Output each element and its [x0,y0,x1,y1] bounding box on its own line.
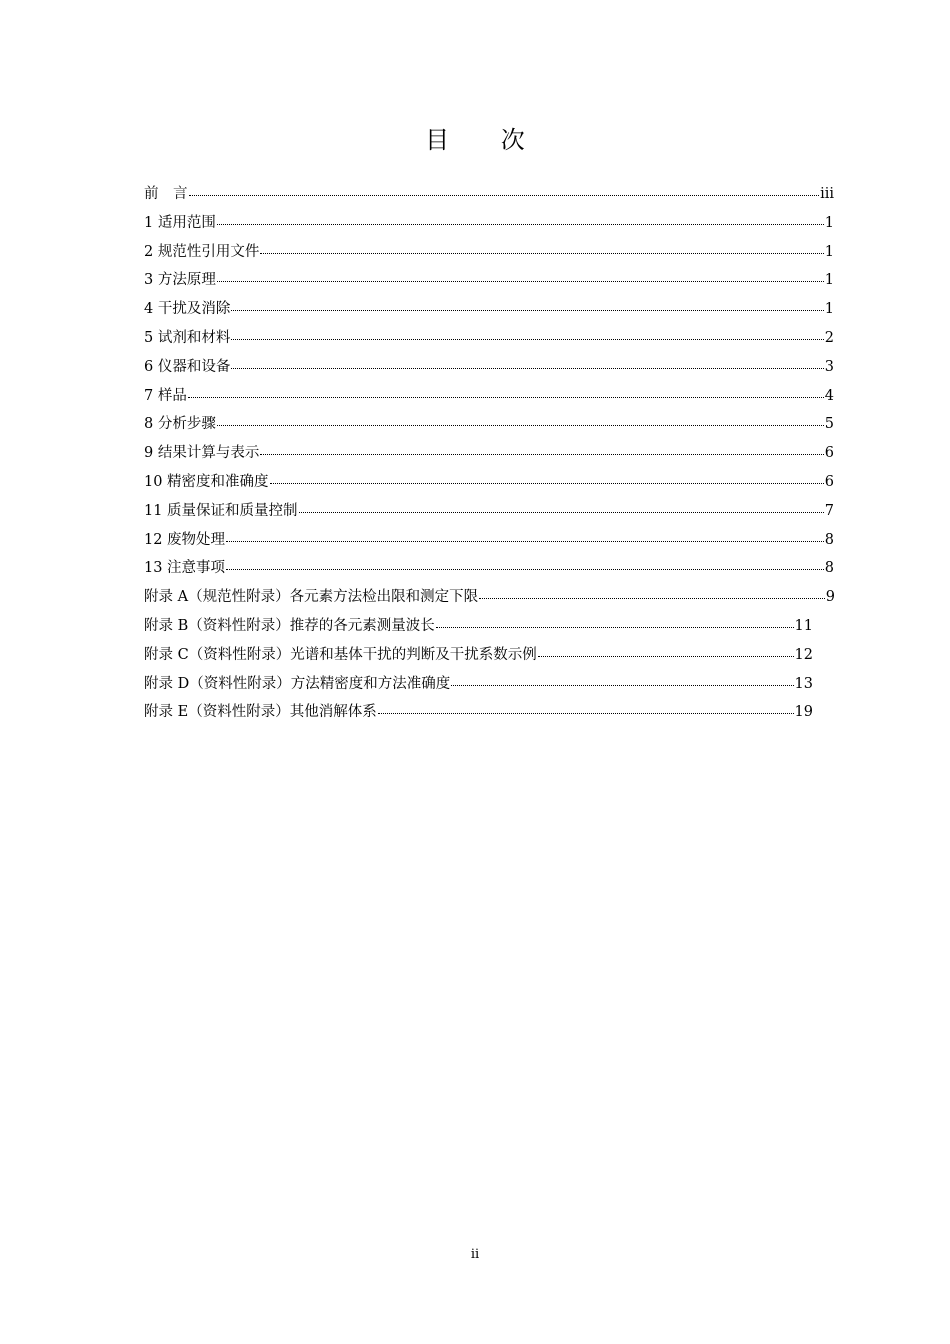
toc-entry-page: 1 [824,272,834,289]
toc-leader-dots [189,184,820,199]
toc-entry-page: 8 [824,560,834,577]
toc-leader-dots [260,241,823,256]
toc-entry-page: 9 [825,589,835,606]
toc-entry-label: 7 样品 [144,387,187,404]
toc-entry-label: 附录 B（资料性附录）推荐的各元素测量波长 [144,617,435,634]
toc-entry-label: 10 精密度和准确度 [144,473,269,490]
toc-entry-label: 5 试剂和材料 [144,329,231,346]
toc-leader-dots [299,500,824,515]
toc-entry-page: 6 [824,445,834,462]
toc-entry-page: 11 [794,617,813,634]
toc-entry-11[interactable] [144,497,834,526]
toc-entry-appendix-e[interactable] [144,698,813,727]
toc-leader-dots [231,327,823,342]
toc-entry-label: 13 注意事项 [144,560,226,577]
toc-entry-page: 4 [824,387,834,404]
toc-leader-dots [217,270,824,285]
toc-entry-page: 12 [794,646,813,663]
toc-leader-dots [538,644,794,659]
toc-entry-2[interactable] [144,238,834,267]
toc-entry-page: 1 [824,243,834,260]
toc-entry-13[interactable] [144,554,834,583]
toc-leader-dots [260,443,823,458]
toc-leader-dots [378,702,794,717]
toc-entry-6[interactable] [144,353,834,382]
toc-leader-dots [217,212,824,227]
table-of-contents [144,180,834,727]
toc-entry-page: 2 [824,329,834,346]
toc-entry-label: 前 言 [144,186,188,202]
toc-entry-appendix-d[interactable] [144,670,813,699]
page-number: ii [470,1247,480,1262]
toc-leader-dots [226,529,824,544]
toc-leader-dots [217,414,824,429]
toc-entry-page: 7 [824,502,834,519]
toc-entry-page: 13 [794,675,813,692]
toc-entry-page: 19 [794,704,813,721]
toc-entry-appendix-c[interactable] [144,641,813,670]
toc-leader-dots [231,299,823,314]
toc-entry-1[interactable] [144,209,834,238]
toc-entry-label: 9 结果计算与表示 [144,445,260,462]
toc-leader-dots [479,587,825,602]
toc-entry-label: 1 适用范围 [144,214,216,231]
toc-entry-label: 4 干扰及消除 [144,301,231,318]
toc-leader-dots [231,356,823,371]
toc-entry-3[interactable] [144,266,834,295]
toc-entry-page: iii [820,186,834,202]
toc-entry-page: 1 [824,214,834,231]
toc-leader-dots [188,385,824,400]
toc-entry-5[interactable] [144,324,834,353]
toc-entry-label: 附录 A（规范性附录）各元素方法检出限和测定下限 [144,589,479,606]
toc-entry-page: 3 [824,358,834,375]
toc-entry-appendix-b[interactable] [144,612,813,641]
toc-entry-12[interactable] [144,526,834,555]
toc-entry-label: 3 方法原理 [144,272,216,289]
toc-entry-foreword[interactable] [144,180,834,209]
toc-entry-4[interactable] [144,295,834,324]
toc-entry-10[interactable] [144,468,834,497]
toc-entry-label: 8 分析步骤 [144,416,216,433]
toc-entry-label: 12 废物处理 [144,531,226,548]
toc-entry-label: 2 规范性引用文件 [144,243,260,260]
toc-entry-label: 附录 D（资料性附录）方法精密度和方法准确度 [144,675,451,692]
toc-entry-label: 附录 C（资料性附录）光谱和基体干扰的判断及干扰系数示例 [144,646,537,663]
toc-entry-label: 11 质量保证和质量控制 [144,502,298,519]
toc-entry-page: 1 [824,301,834,318]
toc-entry-7[interactable] [144,382,834,411]
toc-leader-dots [226,558,824,573]
toc-leader-dots [436,615,794,630]
toc-entry-page: 8 [824,531,834,548]
toc-leader-dots [451,673,793,688]
toc-entry-page: 5 [824,416,834,433]
toc-entry-label: 6 仪器和设备 [144,358,231,375]
toc-leader-dots [270,471,824,486]
toc-entry-appendix-a[interactable] [144,583,835,612]
toc-entry-9[interactable] [144,439,834,468]
page-title: 目 次 [425,126,547,154]
toc-entry-8[interactable] [144,410,834,439]
toc-entry-page: 6 [824,473,834,490]
toc-entry-label: 附录 E（资料性附录）其他消解体系 [144,704,377,721]
